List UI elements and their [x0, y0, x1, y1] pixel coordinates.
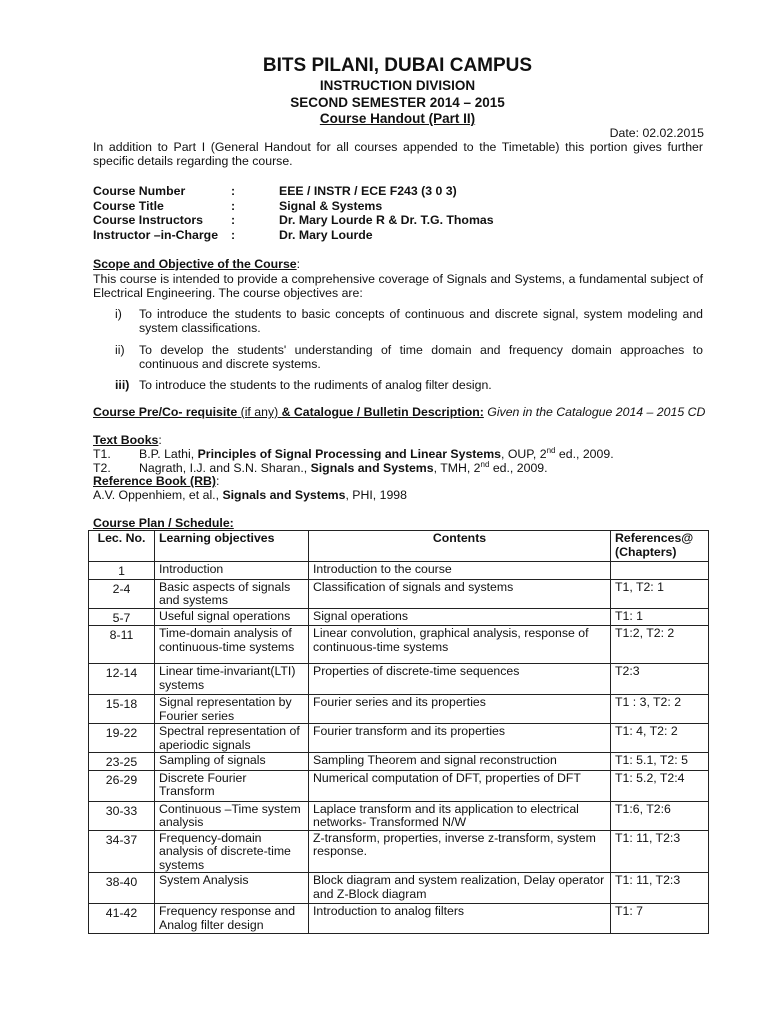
prereq-description: Given in the Catalogue 2014 – 2015 CD [483, 405, 706, 419]
lec-number-cell: 2-4 [89, 579, 155, 608]
info-label: Course Instructors [93, 213, 204, 227]
lec-number-cell: 1 [89, 562, 155, 580]
lec-number-cell: 34-37 [89, 830, 155, 873]
table-row [89, 801, 709, 830]
objective-cell: System Analysis [155, 873, 309, 904]
info-value: Signal & Systems [279, 199, 383, 213]
handout-title: Course Handout (Part II) [319, 111, 476, 126]
info-label: Course Number [93, 184, 186, 198]
info-label: Course Title [93, 199, 164, 213]
text-book-author: B.P. Lathi, [139, 447, 198, 461]
table-row [89, 695, 709, 724]
info-value: EEE / INSTR / ECE F243 (3 0 3) [279, 184, 457, 198]
column-header-objectives: Learning objectives [155, 531, 309, 562]
campus-title: BITS PILANI, DUBAI CAMPUS [262, 55, 533, 76]
scope-heading-line [93, 257, 300, 271]
column-header-contents: Contents [309, 531, 611, 562]
objective-cell: Spectral representation of aperiodic signals [155, 724, 309, 753]
text-book-author: Nagrath, I.J. and S.N. Sharan., [139, 461, 311, 475]
contents-cell: Fourier series and its properties [309, 695, 611, 724]
objective-cell: Frequency-domain analysis of discrete-time systems [155, 830, 309, 873]
contents-cell: Linear convolution, graphical analysis, response of continuous-time systems [309, 626, 611, 664]
contents-cell: Introduction to the course [309, 562, 611, 580]
table-row [89, 724, 709, 753]
table-row [89, 770, 709, 801]
info-value: Dr. Mary Lourde R & Dr. T.G. Thomas [279, 213, 494, 227]
text-books-heading-line [93, 433, 162, 447]
course-plan-heading-line [93, 516, 234, 530]
objective-number: ii) [115, 343, 125, 357]
contents-cell: Classification of signals and systems [309, 579, 611, 608]
text-book-number: T1. [93, 447, 111, 461]
table-row [89, 753, 709, 771]
table-row [89, 830, 709, 873]
course-plan-heading: Course Plan / Schedule: [93, 516, 234, 530]
objective-cell: Useful signal operations [155, 608, 309, 626]
column-header-references: References@ (Chapters) [611, 531, 709, 562]
objective-cell: Basic aspects of signals and systems [155, 579, 309, 608]
objective-cell: Time-domain analysis of continuous-time systems [155, 626, 309, 664]
lec-number-cell: 19-22 [89, 724, 155, 753]
semester-title: SECOND SEMESTER 2014 – 2015 [290, 95, 505, 110]
lec-number-cell: 38-40 [89, 873, 155, 904]
text-book-title: Signals and Systems [310, 461, 434, 475]
column-header-lec-no: Lec. No. [89, 531, 155, 562]
contents-cell: Numerical computation of DFT, properties of DFT [309, 770, 611, 801]
table-row [89, 626, 709, 664]
references-cell: T1:2, T2: 2 [611, 626, 709, 664]
prereq-catalogue: & Catalogue / Bulletin Description: [281, 405, 484, 419]
table-row [89, 904, 709, 934]
prereq-line [93, 405, 705, 419]
objective-text: To introduce the students to the rudiments of analog filter design. [139, 378, 492, 392]
contents-cell: Z-transform, properties, inverse z-transform, system response. [309, 830, 611, 873]
info-label: Instructor –in-Charge [93, 228, 219, 242]
text-book-number: T2. [93, 461, 111, 475]
lec-number-cell: 8-11 [89, 626, 155, 664]
reference-book-heading: Reference Book (RB) [93, 474, 216, 488]
references-cell: T1: 1 [611, 608, 709, 626]
lec-number-cell: 30-33 [89, 801, 155, 830]
lec-number-cell: 15-18 [89, 695, 155, 724]
contents-cell: Fourier transform and its properties [309, 724, 611, 753]
references-cell [611, 562, 709, 580]
text-books-colon: : [158, 433, 162, 447]
objective-cell: Linear time-invariant(LTI) systems [155, 664, 309, 695]
scope-paragraph: This course is intended to provide a comprehensive coverage of Signals and Systems, a fundamental subject of Electrical Engineering. The course objectives are: [93, 272, 703, 300]
info-colon: : [231, 184, 236, 198]
objective-number: iii) [115, 378, 130, 392]
text-book-edition-sup: nd [480, 459, 490, 469]
table-row [89, 579, 709, 608]
objective-cell: Introduction [155, 562, 309, 580]
contents-cell: Properties of discrete-time sequences [309, 664, 611, 695]
text-book-edition-sup: nd [546, 445, 556, 455]
text-book-year: ed., 2009. [555, 447, 614, 461]
references-cell: T1: 5.2, T2:4 [611, 770, 709, 801]
table-row [89, 562, 709, 580]
lec-number-cell: 12-14 [89, 664, 155, 695]
scope-heading: Scope and Objective of the Course [93, 257, 297, 271]
text-book-title: Principles of Signal Processing and Linear Systems [197, 447, 502, 461]
table-row [89, 873, 709, 904]
handout-date: Date: 02.02.2015 [609, 126, 704, 140]
intro-paragraph: In addition to Part I (General Handout for all courses appended to the Timetable) this portion gives further specific details regarding the course. [93, 140, 703, 168]
prereq-if-any: (if any) [237, 405, 282, 419]
contents-cell: Signal operations [309, 608, 611, 626]
references-cell: T2:3 [611, 664, 709, 695]
objective-text: To introduce the students to basic concepts of continuous and discrete signal, system modeling and system classifications. [139, 307, 703, 335]
prereq-heading: Course Pre/Co- requisite [93, 405, 238, 419]
division-title: INSTRUCTION DIVISION [319, 78, 476, 93]
references-cell: T1, T2: 1 [611, 579, 709, 608]
table-header-row [89, 531, 709, 562]
table-row [89, 664, 709, 695]
reference-book-author: A.V. Oppenhiem, et al., [93, 488, 223, 502]
objective-text: To develop the students' understanding of time domain and frequency domain approaches to continuous and discrete systems. [139, 343, 703, 371]
reference-book-item [93, 488, 407, 502]
contents-cell: Block diagram and system realization, Delay operator and Z-Block diagram [309, 873, 611, 904]
course-plan-table [88, 530, 709, 934]
lec-number-cell: 5-7 [89, 608, 155, 626]
text-book-publisher: , OUP, 2 [501, 447, 547, 461]
objective-cell: Signal representation by Fourier series [155, 695, 309, 724]
contents-cell: Sampling Theorem and signal reconstruction [309, 753, 611, 771]
objective-cell: Discrete Fourier Transform [155, 770, 309, 801]
objective-cell: Continuous –Time system analysis [155, 801, 309, 830]
scope-heading-colon: : [296, 257, 301, 271]
table-row [89, 608, 709, 626]
contents-cell: Introduction to analog filters [309, 904, 611, 934]
lec-number-cell: 26-29 [89, 770, 155, 801]
info-colon: : [231, 199, 236, 213]
references-cell: T1: 11, T2:3 [611, 830, 709, 873]
text-book-publisher: , TMH, 2 [433, 461, 481, 475]
text-books-heading: Text Books [93, 433, 159, 447]
objective-number: i) [115, 307, 122, 321]
text-book-year: ed., 2009. [489, 461, 548, 475]
reference-book-colon: : [216, 474, 220, 488]
course-plan-body [89, 562, 709, 934]
reference-book-publisher: , PHI, 1998 [345, 488, 407, 502]
lec-number-cell: 23-25 [89, 753, 155, 771]
lec-number-cell: 41-42 [89, 904, 155, 934]
reference-book-title: Signals and Systems [222, 488, 346, 502]
reference-book-heading-line [93, 474, 219, 488]
references-cell: T1: 11, T2:3 [611, 873, 709, 904]
references-cell: T1: 4, T2: 2 [611, 724, 709, 753]
contents-cell: Laplace transform and its application to electrical networks- Transformed N/W [309, 801, 611, 830]
info-colon: : [231, 213, 236, 227]
info-value: Dr. Mary Lourde [279, 228, 373, 242]
references-cell: T1 : 3, T2: 2 [611, 695, 709, 724]
references-cell: T1:6, T2:6 [611, 801, 709, 830]
references-cell: T1: 5.1, T2: 5 [611, 753, 709, 771]
objective-cell: Frequency response and Analog filter design [155, 904, 309, 934]
references-cell: T1: 7 [611, 904, 709, 934]
info-colon: : [231, 228, 236, 242]
objective-cell: Sampling of signals [155, 753, 309, 771]
